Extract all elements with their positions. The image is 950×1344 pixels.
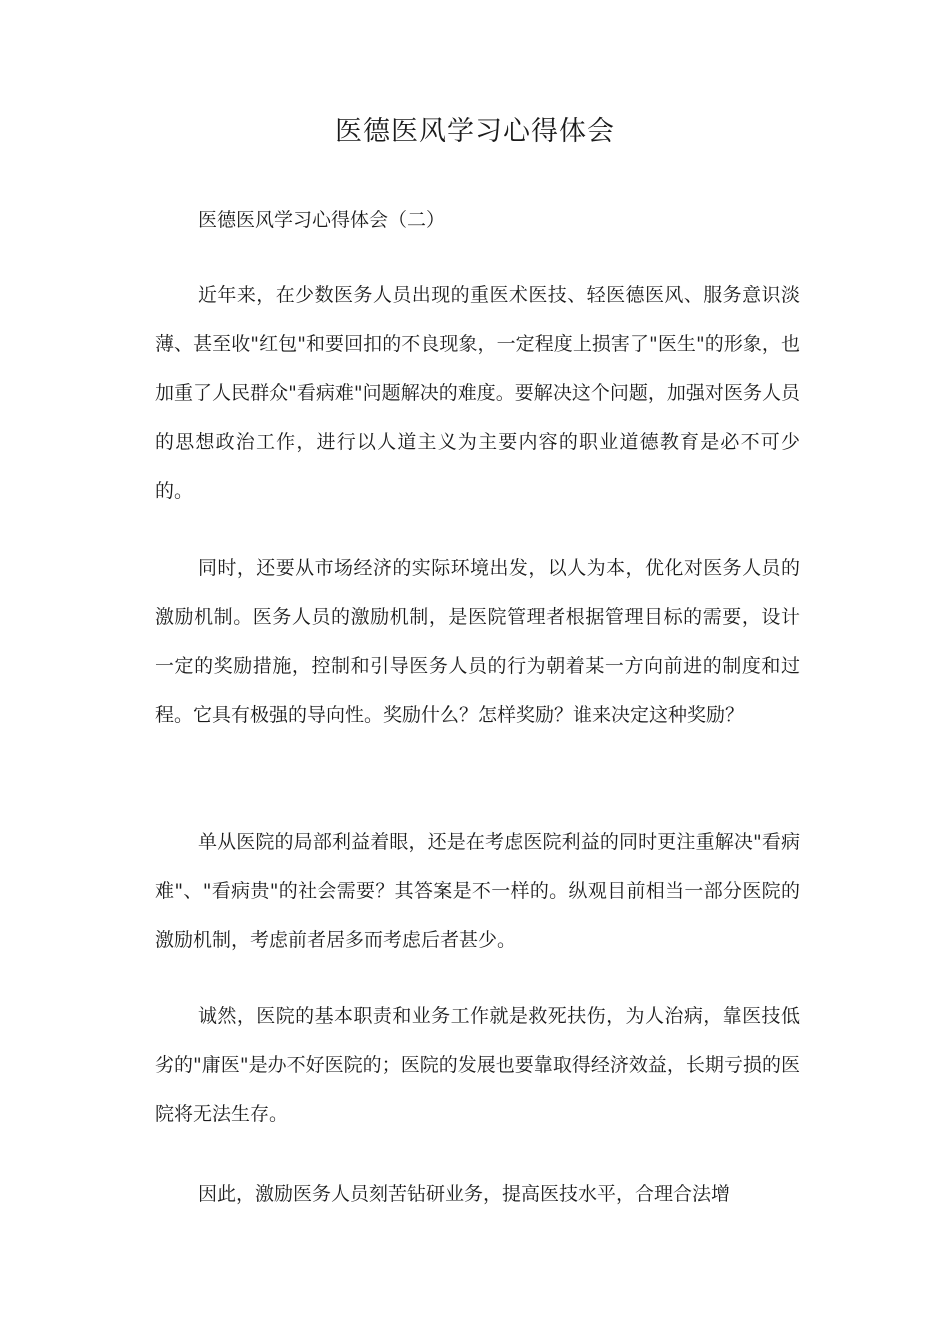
paragraph-3: 单从医院的局部利益着眼，还是在考虑医院利益的同时更注重解决"看病难"、"看病贵"的社会需要？其答案是不一样的。纵观目前相当一部分医院的激励机制，考虑前者居多而考虑后者甚少。 [155, 831, 800, 951]
paragraph-2: 同时，还要从市场经济的实际环境出发，以人为本，优化对医务人员的激励机制。医务人员的激励机制，是医院管理者根据管理目标的需要，设计一定的奖励措施，控制和引导医务人员的行为朝着某一方向前进的制度和过程。它具有极强的导向性。奖励什么？怎样奖励？谁来决定这种奖励？ [155, 557, 800, 726]
document-title: 医德医风学习心得体会 [335, 116, 615, 147]
paragraph-1: 近年来，在少数医务人员出现的重医术医技、轻医德医风、服务意识淡薄、甚至收"红包"和要回扣的不良现象，一定程度上损害了"医生"的形象，也加重了人民群众"看病难"问题解决的难度。要解决这个问题，加强对医务人员的思想政治工作，进行以人道主义为主要内容的职业道德教育是必不可少的。 [155, 284, 800, 502]
paragraph-4: 诚然，医院的基本职责和业务工作就是救死扶伤，为人治病，靠医技低劣的"庸医"是办不好医院的；医院的发展也要靠取得经济效益，长期亏损的医院将无法生存。 [155, 1005, 800, 1125]
document-subtitle: 医德医风学习心得体会（二） [198, 209, 446, 231]
paragraph-5: 因此，激励医务人员刻苦钻研业务，提高医技水平，合理合法增 [198, 1183, 731, 1205]
